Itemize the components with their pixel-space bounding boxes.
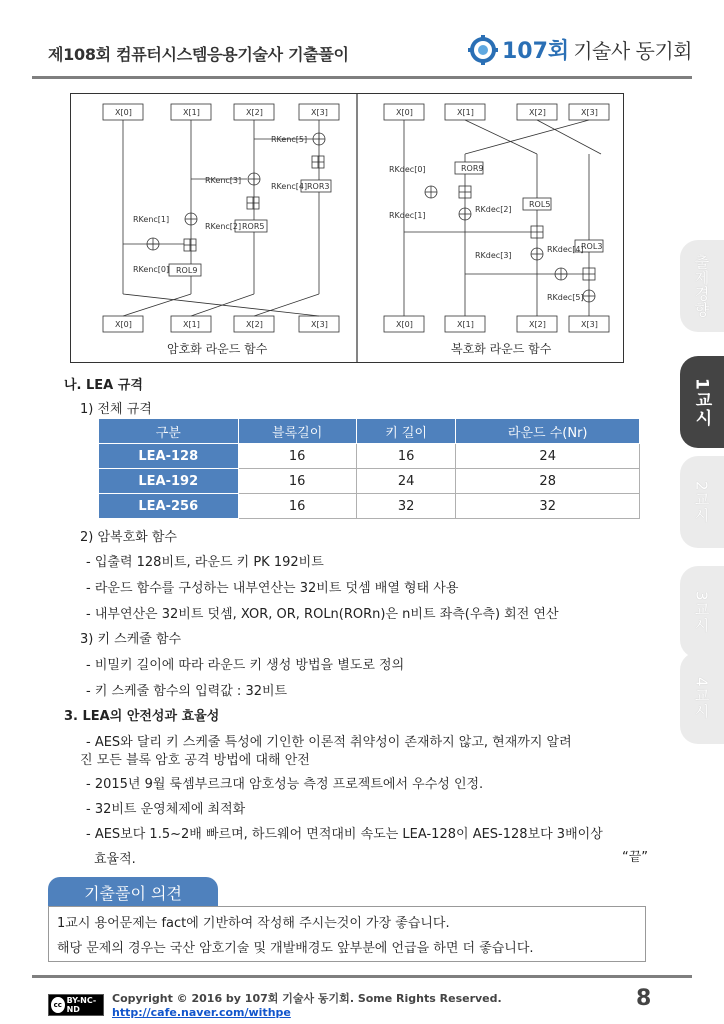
encryption-caption: 암호화 라운드 함수 <box>167 342 268 356</box>
lea-spec-table <box>98 418 640 519</box>
tab-period-3-label: 3교시 <box>692 590 711 634</box>
table-cell: 24 <box>356 469 456 494</box>
svg-text:X[0]: X[0] <box>115 108 132 117</box>
svg-text:X[3]: X[3] <box>581 320 598 329</box>
table-cell: LEA-256 <box>99 494 239 519</box>
table-cell: 32 <box>456 494 640 519</box>
list-item: - 비밀키 길이에 따라 라운드 키 생성 방법을 별도로 정의 <box>86 658 405 673</box>
table-row <box>99 469 640 494</box>
svg-text:X[3]: X[3] <box>581 108 598 117</box>
brand-text: 기술사 동기회 <box>573 39 692 63</box>
list-item: - AES보다 1.5~2배 빠르며, 하드웨어 면적대비 속도는 LEA-128이 AES-128보다 3배이상 <box>86 827 603 842</box>
svg-text:X[0]: X[0] <box>115 320 132 329</box>
list-item: - 내부연산은 32비트 덧셈, XOR, OR, ROLn(RORn)은 n비트 좌측(우측) 회전 연산 <box>86 607 559 622</box>
svg-text:ROR9: ROR9 <box>461 164 484 173</box>
svg-text:X[1]: X[1] <box>183 320 200 329</box>
svg-text:RKenc[3]: RKenc[3] <box>205 176 242 185</box>
table-row <box>99 494 640 519</box>
svg-text:RKenc[0]: RKenc[0] <box>133 265 170 274</box>
header-type: 구분 <box>99 419 239 444</box>
table-header-row <box>99 419 640 444</box>
tab-trends-label: 출제경향 <box>692 254 711 318</box>
brand-number: 107회 <box>502 39 570 64</box>
cc-license-text: BY-NC-ND <box>66 996 97 1014</box>
list-item: - 32비트 운영체제에 최적화 <box>86 802 246 817</box>
cc-license-badge <box>48 994 104 1016</box>
brand-logo <box>468 34 692 65</box>
lea-round-function-diagram <box>70 93 624 363</box>
subsection-enc-dec: 2) 암복호화 함수 <box>80 530 177 545</box>
opinion-line-2: 해당 문제의 경우는 국산 암호기술 및 개발배경도 앞부분에 언급을 하면 더 좋습니다. <box>57 941 534 956</box>
svg-text:RKenc[1]: RKenc[1] <box>133 215 170 224</box>
svg-text:X[2]: X[2] <box>246 320 263 329</box>
svg-text:X[2]: X[2] <box>529 320 546 329</box>
svg-text:RKdec[1]: RKdec[1] <box>389 211 426 220</box>
table-cell: 16 <box>356 444 456 469</box>
table-cell: 24 <box>456 444 640 469</box>
gear-logo-icon <box>468 35 498 65</box>
list-item: - 2015년 9월 룩셈부르크대 암호성능 측정 프로젝트에서 우수성 인정. <box>86 777 484 792</box>
svg-text:X[2]: X[2] <box>246 108 263 117</box>
svg-text:RKdec[3]: RKdec[3] <box>475 251 512 260</box>
svg-text:RKdec[4]: RKdec[4] <box>547 245 584 254</box>
opinion-line-1: 1교시 용어문제는 fact에 기반하여 작성해 주시는것이 가장 좋습니다. <box>57 916 450 931</box>
tab-period-4-label: 4교시 <box>692 676 711 720</box>
opinion-label: 기출풀이 의견 <box>48 877 218 907</box>
page-number: 8 <box>636 986 652 1011</box>
svg-text:RKdec[5]: RKdec[5] <box>547 293 584 302</box>
header-key-length: 키 길이 <box>356 419 456 444</box>
list-item-continuation: 진 모든 블록 암호 공격 방법에 대해 안전 <box>80 753 310 768</box>
round-function-svg <box>71 94 623 362</box>
list-item: - 키 스케줄 함수의 입력값 : 32비트 <box>86 684 288 699</box>
svg-text:X[1]: X[1] <box>457 108 474 117</box>
section-lea-spec-title: 나. LEA 규격 <box>64 378 143 393</box>
list-item: - 입출력 128비트, 라운드 키 PK 192비트 <box>86 555 324 570</box>
table-cell: 16 <box>238 469 356 494</box>
svg-text:RKenc[2]: RKenc[2] <box>205 222 242 231</box>
list-item-continuation: 효율적. <box>94 852 136 867</box>
header-divider <box>32 76 692 79</box>
subsection-overall-spec: 1) 전체 규격 <box>80 402 152 417</box>
table-cell: 32 <box>356 494 456 519</box>
svg-text:ROR3: ROR3 <box>307 182 330 191</box>
footer-divider <box>32 975 692 978</box>
table-cell: 16 <box>238 444 356 469</box>
copyright-text: Copyright © 2016 by 107회 기술사 동기회. Some Rights Reserved. <box>112 992 502 1005</box>
header-rounds: 라운드 수(Nr) <box>456 419 640 444</box>
table-cell: 28 <box>456 469 640 494</box>
list-item: - 라운드 함수를 구성하는 내부연산는 32비트 덧셈 배열 형태 사용 <box>86 581 459 596</box>
svg-text:X[1]: X[1] <box>183 108 200 117</box>
tab-period-1-label: 1교시 <box>691 377 712 427</box>
list-item: - AES와 달리 키 스케줄 특성에 기인한 이론적 취약성이 존재하지 않고, 현재까지 알려 <box>86 735 572 750</box>
decryption-caption: 복호화 라운드 함수 <box>451 342 552 356</box>
cc-icon: cc <box>51 997 65 1013</box>
svg-text:ROR5: ROR5 <box>242 222 265 231</box>
svg-text:X[0]: X[0] <box>396 320 413 329</box>
tab-trends[interactable] <box>680 240 724 332</box>
header-block-length: 블록길이 <box>238 419 356 444</box>
tab-period-2-label: 2교시 <box>692 480 711 524</box>
section-safety-efficiency-title: 3. LEA의 안전성과 효율성 <box>64 709 220 724</box>
table-cell: 16 <box>238 494 356 519</box>
svg-text:X[3]: X[3] <box>311 320 328 329</box>
subsection-key-schedule: 3) 키 스케줄 함수 <box>80 632 182 647</box>
svg-text:RKenc[4]: RKenc[4] <box>271 182 308 191</box>
end-mark: “끝” <box>622 850 649 865</box>
table-cell: LEA-128 <box>99 444 239 469</box>
svg-text:X[0]: X[0] <box>396 108 413 117</box>
tab-period-4[interactable] <box>680 652 724 744</box>
svg-text:X[1]: X[1] <box>457 320 474 329</box>
tab-period-2[interactable] <box>680 456 724 548</box>
tab-period-1[interactable] <box>680 356 724 448</box>
table-row <box>99 444 640 469</box>
svg-text:ROL9: ROL9 <box>176 266 198 275</box>
svg-text:ROL3: ROL3 <box>581 242 603 251</box>
tab-period-3[interactable] <box>680 566 724 658</box>
svg-text:RKdec[0]: RKdec[0] <box>389 165 426 174</box>
svg-text:X[2]: X[2] <box>529 108 546 117</box>
svg-text:ROL5: ROL5 <box>529 200 551 209</box>
svg-text:X[3]: X[3] <box>311 108 328 117</box>
svg-text:RKdec[2]: RKdec[2] <box>475 205 512 214</box>
cafe-link[interactable]: http://cafe.naver.com/withpe <box>112 1006 291 1019</box>
svg-text:RKenc[5]: RKenc[5] <box>271 135 308 144</box>
table-cell: LEA-192 <box>99 469 239 494</box>
opinion-box <box>48 906 646 962</box>
page-header-title: 제108회 컴퓨터시스템응용기술사 기출풀이 <box>48 45 349 64</box>
